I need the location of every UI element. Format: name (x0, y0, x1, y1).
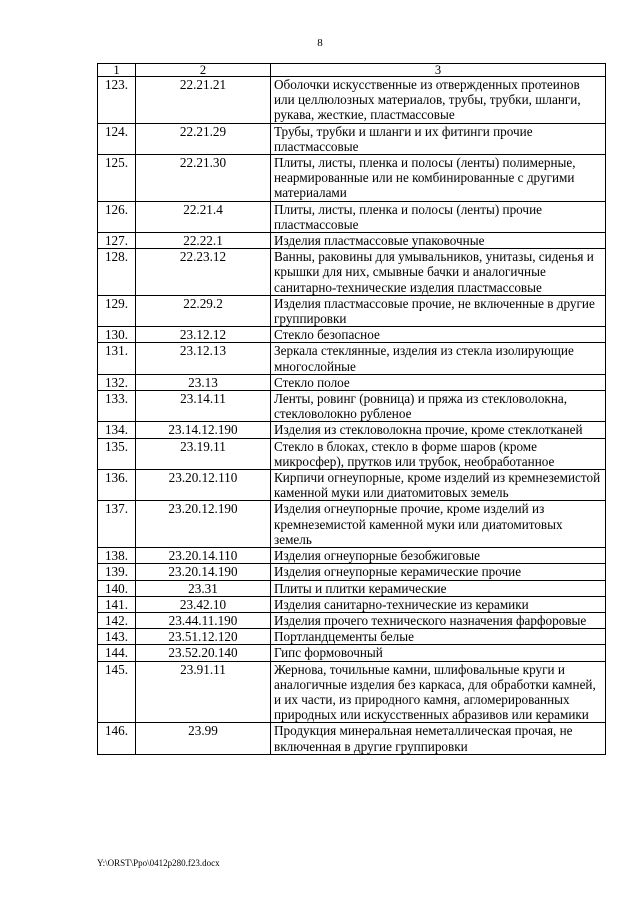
okpd-code-cell: 23.44.11.190 (136, 612, 271, 628)
table-row (98, 612, 606, 628)
row-number-cell: 130. (98, 327, 136, 343)
okpd-code-cell: 23.99 (136, 723, 271, 754)
row-number-cell: 129. (98, 295, 136, 326)
table-row (98, 233, 606, 249)
product-description-cell: Изделия из стекловолокна прочие, кроме стеклотканей (271, 422, 606, 438)
row-number-cell: 138. (98, 548, 136, 564)
okpd-code-cell: 22.23.12 (136, 249, 271, 296)
product-description-cell: Кирпичи огнеупорные, кроме изделий из кремнеземистой каменной муки или диатомитовых земель (271, 470, 606, 501)
table-row (98, 295, 606, 326)
okpd-code-cell: 23.20.14.110 (136, 548, 271, 564)
product-description-cell: Портландцементы белые (271, 629, 606, 645)
row-number-cell: 126. (98, 201, 136, 232)
okpd-code-cell: 23.13 (136, 374, 271, 390)
row-number-cell: 124. (98, 123, 136, 154)
okpd-code-cell: 23.42.10 (136, 596, 271, 612)
product-description-cell: Стекло в блоках, стекло в форме шаров (кроме микросфер), прутков или трубок, необработанное (271, 438, 606, 469)
okpd-code-cell: 23.12.12 (136, 327, 271, 343)
okpd-code-cell: 23.20.12.110 (136, 470, 271, 501)
okpd-code-cell: 23.52.20.140 (136, 645, 271, 661)
okpd-code-cell: 23.51.12.120 (136, 629, 271, 645)
okpd-code-cell: 23.91.11 (136, 661, 271, 723)
row-number-cell: 139. (98, 564, 136, 580)
table-row (98, 661, 606, 723)
table-row (98, 249, 606, 296)
table-row (98, 343, 606, 374)
product-description-cell: Жернова, точильные камни, шлифовальные круги и аналогичные изделия без каркаса, для обработки камней, и их части, из природного камня, агломерированных природных или искусственных абразивов или керамики (271, 661, 606, 723)
table-row (98, 123, 606, 154)
row-number-cell: 128. (98, 249, 136, 296)
table-row (98, 422, 606, 438)
table-row (98, 470, 606, 501)
table-row (98, 580, 606, 596)
row-number-cell: 143. (98, 629, 136, 645)
product-description-cell: Продукция минеральная неметаллическая прочая, не включенная в другие группировки (271, 723, 606, 754)
row-number-cell: 141. (98, 596, 136, 612)
table-row (98, 77, 606, 124)
table-row (98, 374, 606, 390)
product-description-cell: Плиты и плитки керамические (271, 580, 606, 596)
row-number-cell: 140. (98, 580, 136, 596)
row-number-cell: 136. (98, 470, 136, 501)
okpd-code-cell: 23.12.13 (136, 343, 271, 374)
column-header-number: 1 (98, 64, 136, 77)
table-row (98, 155, 606, 202)
okpd-code-cell: 23.20.12.190 (136, 501, 271, 548)
okpd-code-cell: 22.21.30 (136, 155, 271, 202)
okpd-code-cell: 23.31 (136, 580, 271, 596)
column-header-description: 3 (271, 64, 606, 77)
okpd-code-cell: 22.22.1 (136, 233, 271, 249)
product-description-cell: Плиты, листы, пленка и полосы (ленты) прочие пластмассовые (271, 201, 606, 232)
product-description-cell: Изделия огнеупорные керамические прочие (271, 564, 606, 580)
product-description-cell: Гипс формовочный (271, 645, 606, 661)
row-number-cell: 137. (98, 501, 136, 548)
row-number-cell: 132. (98, 374, 136, 390)
okpd-code-cell: 22.21.29 (136, 123, 271, 154)
table-row (98, 201, 606, 232)
product-description-cell: Зеркала стеклянные, изделия из стекла изолирующие многослойные (271, 343, 606, 374)
row-number-cell: 127. (98, 233, 136, 249)
table-row (98, 645, 606, 661)
product-description-cell: Трубы, трубки и шланги и их фитинги прочие пластмассовые (271, 123, 606, 154)
row-number-cell: 123. (98, 77, 136, 124)
product-description-cell: Оболочки искусственные из отвержденных протеинов или целлюлозных материалов, трубы, трубки, шланги, рукава, жесткие, пластмассовые (271, 77, 606, 124)
table-row (98, 629, 606, 645)
row-number-cell: 131. (98, 343, 136, 374)
row-number-cell: 133. (98, 391, 136, 422)
row-number-cell: 142. (98, 612, 136, 628)
product-description-cell: Плиты, листы, пленка и полосы (ленты) полимерные, неармированные или не комбинированные с другими материалами (271, 155, 606, 202)
column-header-code: 2 (136, 64, 271, 77)
product-description-cell: Изделия огнеупорные безобжиговые (271, 548, 606, 564)
okpd-code-cell: 23.20.14.190 (136, 564, 271, 580)
table-row (98, 391, 606, 422)
product-description-cell: Стекло полое (271, 374, 606, 390)
okpd-code-cell: 22.21.4 (136, 201, 271, 232)
okpd-code-cell: 23.14.11 (136, 391, 271, 422)
okpd-code-cell: 22.21.21 (136, 77, 271, 124)
table-row (98, 564, 606, 580)
classification-table (97, 63, 606, 755)
okpd-code-cell: 23.19.11 (136, 438, 271, 469)
row-number-cell: 125. (98, 155, 136, 202)
table-row (98, 438, 606, 469)
product-description-cell: Изделия пластмассовые прочие, не включенные в другие группировки (271, 295, 606, 326)
product-description-cell: Ленты, ровинг (ровница) и пряжа из стекловолокна, стекловолокно рубленое (271, 391, 606, 422)
table-row (98, 548, 606, 564)
row-number-cell: 135. (98, 438, 136, 469)
okpd-code-cell: 22.29.2 (136, 295, 271, 326)
product-description-cell: Изделия пластмассовые упаковочные (271, 233, 606, 249)
product-description-cell: Изделия огнеупорные прочие, кроме изделий из кремнеземистой каменной муки или диатомитовых земель (271, 501, 606, 548)
row-number-cell: 146. (98, 723, 136, 754)
product-description-cell: Ванны, раковины для умывальников, унитазы, сиденья и крышки для них, смывные бачки и аналогичные санитарно-технические изделия пластмассовые (271, 249, 606, 296)
table-row (98, 327, 606, 343)
table-row (98, 723, 606, 754)
product-description-cell: Изделия санитарно-технические из керамики (271, 596, 606, 612)
document-file-path: Y:\ORST\Ppo\0412p280.f23.docx (97, 858, 220, 868)
table-row (98, 596, 606, 612)
table-row (98, 501, 606, 548)
page-number: 8 (317, 37, 323, 49)
row-number-cell: 134. (98, 422, 136, 438)
row-number-cell: 145. (98, 661, 136, 723)
product-description-cell: Стекло безопасное (271, 327, 606, 343)
okpd-code-cell: 23.14.12.190 (136, 422, 271, 438)
product-description-cell: Изделия прочего технического назначения фарфоровые (271, 612, 606, 628)
table-header-row (98, 64, 606, 77)
row-number-cell: 144. (98, 645, 136, 661)
